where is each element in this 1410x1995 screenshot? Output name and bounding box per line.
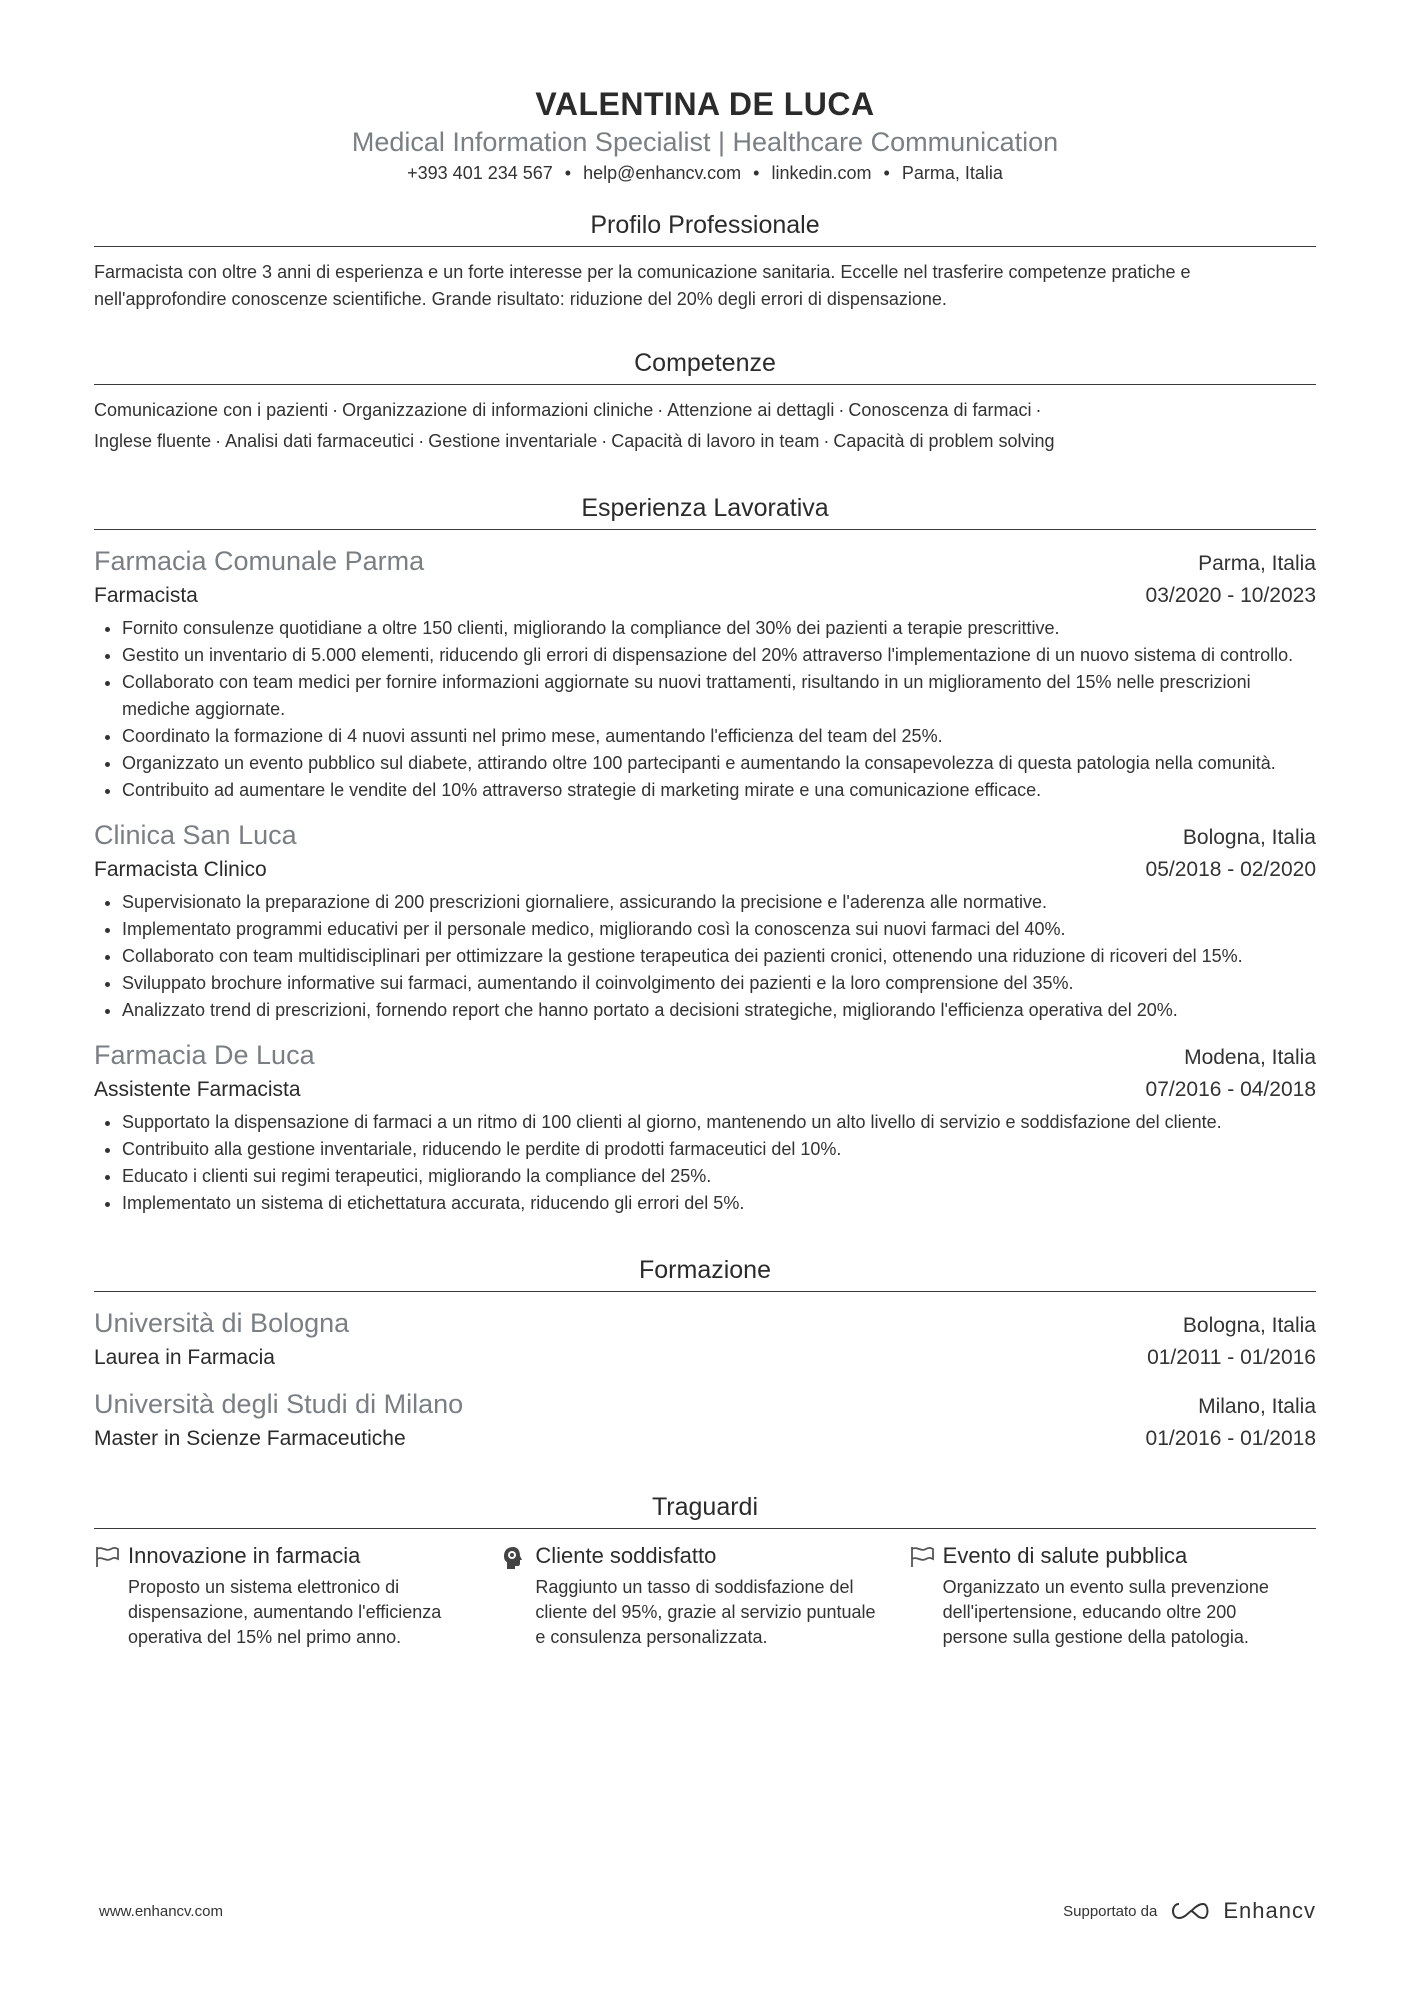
education-entry: [94, 1306, 1316, 1373]
bullet-item: • Educato i clienti sui regimi terapeutici, migliorando la compliance del 25%.: [122, 1163, 1316, 1190]
footer-url[interactable]: www.enhancv.com: [99, 1902, 223, 1920]
profile-text: Farmacista con oltre 3 anni di esperienza e un forte interesse per la comunicazione sanitaria. Eccelle nel trasferire competenze pratiche e nell'approfondire conoscenze scientifiche. Grande risultato: riduzione del 20% degli errori di dispensazione.: [94, 262, 1191, 309]
skill-item: Capacità di lavoro in team: [611, 431, 820, 451]
skills-line: [94, 395, 1316, 426]
entry-dates: 05/2018 - 02/2020: [1145, 858, 1316, 881]
separator-dot: •: [753, 163, 760, 183]
entry-subheader-row: [94, 1075, 1316, 1105]
skill-item: Gestione inventariale: [428, 431, 598, 451]
skill-item: Inglese fluente: [94, 431, 212, 451]
entry-location: Bologna, Italia: [1182, 826, 1316, 849]
achievement-item: [909, 1541, 1316, 1650]
achievement-item: [94, 1541, 501, 1650]
bullet-item: • Implementato programmi educativi per il personale medico, migliorando così la conoscenza sui nuovi farmaci del 40%.: [122, 916, 1316, 943]
entry-location: Bologna, Italia: [1182, 1314, 1316, 1337]
entry-subheader-row: [94, 581, 1316, 611]
resume-header: [94, 0, 1316, 186]
bullet-item: • Collaborato con team medici per fornire informazioni aggiornate su nuovi trattamenti, risultando in un miglioramento del 15% nelle prescrizioni mediche aggiornate.: [122, 669, 1316, 723]
footer: [99, 1898, 1316, 1924]
school-name: Università degli Studi di Milano: [94, 1389, 464, 1419]
bullet-item: • Contribuito ad aumentare le vendite del 10% attraverso strategie di marketing mirate e una comunicazione efficace.: [122, 777, 1316, 804]
school-name: Università di Bologna: [94, 1308, 350, 1338]
bullet-list: [94, 889, 1316, 1024]
achievement-body: [943, 1541, 1288, 1650]
skill-separator: ·: [332, 400, 339, 420]
skill-item: Capacità di problem solving: [833, 431, 1055, 451]
education-section: [94, 1253, 1316, 1454]
education-entry: [94, 1387, 1316, 1454]
experience-entry: [94, 818, 1316, 1024]
section-title-skills: Competenze: [94, 346, 1316, 385]
skill-item: Conoscenza di farmaci: [848, 400, 1032, 420]
entry-header-row: [94, 544, 1316, 581]
skill-separator: ·: [215, 431, 222, 451]
achievement-title: Evento di salute pubblica: [942, 1543, 1188, 1568]
experience-section: [94, 491, 1316, 1217]
bullet-item: • Supportato la dispensazione di farmaci a un ritmo di 100 clienti al giorno, mantenendo un alto livello di servizio e soddisfazione del cliente.: [122, 1109, 1316, 1136]
skills-list: [94, 395, 1316, 457]
skill-item: Organizzazione di informazioni cliniche: [342, 400, 654, 420]
profile-section: [94, 208, 1316, 313]
job-title: Assistente Farmacista: [94, 1078, 301, 1101]
bullet-list: [94, 1109, 1316, 1217]
achievement-title: Cliente soddisfatto: [535, 1543, 717, 1568]
bullet-item: • Organizzato un evento pubblico sul diabete, attirando oltre 100 partecipanti e aumentando la consapevolezza di questa patologia nella comunità.: [122, 750, 1316, 777]
phone: +393 401 234 567: [407, 163, 553, 183]
bullet-item: • Coordinato la formazione di 4 nuovi assunti nel primo mese, aumentando l'efficienza del team del 25%.: [122, 723, 1316, 750]
bullet-item: • Sviluppato brochure informative sui farmaci, aumentando il coinvolgimento dei pazienti e la loro comprensione del 35%.: [122, 970, 1316, 997]
skill-separator: ·: [418, 431, 425, 451]
achievement-body: [128, 1541, 473, 1650]
skill-item: Attenzione ai dettagli: [667, 400, 835, 420]
entry-dates: 01/2011 - 01/2016: [1147, 1346, 1316, 1369]
bullet-item: • Collaborato con team multidisciplinari per ottimizzare la gestione terapeutica dei pazienti cronici, ottenendo una riduzione di ricoveri del 15%.: [122, 943, 1316, 970]
bullet-item: • Gestito un inventario di 5.000 elementi, riducendo gli errori di dispensazione del 20% attraverso l'implementazione di un nuovo sistema di controllo.: [122, 642, 1316, 669]
entry-header-row: [94, 1038, 1316, 1075]
separator-dot: •: [564, 163, 572, 183]
skill-separator: ·: [1035, 400, 1042, 420]
bullet-item: • Implementato un sistema di etichettatura accurata, riducendo gli errori del 5%.: [122, 1190, 1316, 1217]
skill-item: Comunicazione con i pazienti: [94, 400, 329, 420]
bullet-item: • Supervisionato la preparazione di 200 prescrizioni giornaliere, assicurando la precisione e l'aderenza alle normative.: [122, 889, 1316, 916]
achievement-description: Proposto un sistema elettronico di dispensazione, aumentando l'efficienza operativa del 15% nel primo anno.: [128, 1577, 442, 1647]
employer-name: Farmacia Comunale Parma: [94, 546, 425, 576]
bullet-item: • Fornito consulenze quotidiane a oltre 150 clienti, migliorando la compliance del 30% dei pazienti a terapie prescrittive.: [122, 615, 1316, 642]
bullet-item: • Analizzato trend di prescrizioni, fornendo report che hanno portato a decisioni strategiche, migliorando l'efficienza operativa del 20%.: [122, 997, 1316, 1024]
education-list: [94, 1306, 1316, 1454]
entry-location: Milano, Italia: [1198, 1395, 1316, 1418]
enhancv-logo-icon: [1167, 1900, 1213, 1922]
entry-location: Parma, Italia: [1198, 552, 1316, 575]
achievement-description: Organizzato un evento sulla prevenzione dell'ipertensione, educando oltre 200 persone sulla gestione della patologia.: [942, 1577, 1269, 1647]
entry-header-row: [94, 1306, 1316, 1343]
achievements-section: [94, 1490, 1316, 1650]
entry-subheader-row: [94, 1343, 1316, 1373]
entry-location: Modena, Italia: [1184, 1046, 1316, 1069]
entry-header-row: [94, 1387, 1316, 1424]
location: Parma, Italia: [901, 163, 1003, 183]
head-brain-icon: [501, 1541, 535, 1650]
entry-subheader-row: [94, 855, 1316, 885]
job-title: Farmacista: [94, 584, 198, 607]
experience-entry: [94, 544, 1316, 804]
bullet-list: [94, 615, 1316, 804]
section-title-profile: Profilo Professionale: [94, 208, 1316, 247]
skill-separator: ·: [657, 400, 664, 420]
entry-dates: 01/2016 - 01/2018: [1145, 1427, 1316, 1450]
candidate-name: VALENTINA DE LUCA: [535, 86, 875, 122]
entry-subheader-row: [94, 1424, 1316, 1454]
powered-by-label: Supportato da: [1063, 1902, 1158, 1920]
skill-item: Analisi dati farmaceutici: [225, 431, 415, 451]
flag-icon: [909, 1541, 943, 1650]
achievement-title: Innovazione in farmacia: [128, 1543, 361, 1568]
employer-name: Farmacia De Luca: [94, 1040, 315, 1070]
experience-list: [94, 544, 1316, 1217]
experience-entry: [94, 1038, 1316, 1217]
skill-separator: ·: [601, 431, 608, 451]
entry-header-row: [94, 818, 1316, 855]
footer-branding: [1063, 1898, 1316, 1924]
section-title-achievements: Traguardi: [94, 1490, 1316, 1529]
entry-dates: 03/2020 - 10/2023: [1145, 584, 1316, 607]
skill-separator: ·: [823, 431, 830, 451]
degree: Laurea in Farmacia: [94, 1346, 275, 1369]
job-title: Farmacista Clinico: [94, 858, 267, 881]
linkedin[interactable]: linkedin.com: [771, 163, 872, 183]
employer-name: Clinica San Luca: [94, 820, 297, 850]
email[interactable]: help@enhancv.com: [583, 163, 742, 183]
candidate-title: Medical Information Specialist | Healthcare Communication: [351, 127, 1059, 157]
section-title-education: Formazione: [94, 1253, 1316, 1292]
entry-dates: 07/2016 - 04/2018: [1145, 1078, 1316, 1101]
degree: Master in Scienze Farmaceutiche: [94, 1427, 406, 1450]
brand-name: Enhancv: [1223, 1898, 1316, 1923]
separator-dot: •: [883, 163, 890, 183]
achievement-body: [535, 1541, 880, 1650]
bullet-item: • Contribuito alla gestione inventariale, riducendo le perdite di prodotti farmaceutici del 10%.: [122, 1136, 1316, 1163]
skill-separator: ·: [838, 400, 845, 420]
contact-line: [94, 160, 1316, 186]
flag-icon: [94, 1541, 128, 1650]
section-title-experience: Esperienza Lavorativa: [94, 491, 1316, 530]
skills-line: [94, 426, 1316, 457]
achievement-item: [501, 1541, 908, 1650]
skills-section: [94, 346, 1316, 457]
achievement-description: Raggiunto un tasso di soddisfazione del cliente del 95%, grazie al servizio puntuale e consulenza personalizzata.: [535, 1577, 876, 1647]
achievements-list: [94, 1541, 1316, 1650]
